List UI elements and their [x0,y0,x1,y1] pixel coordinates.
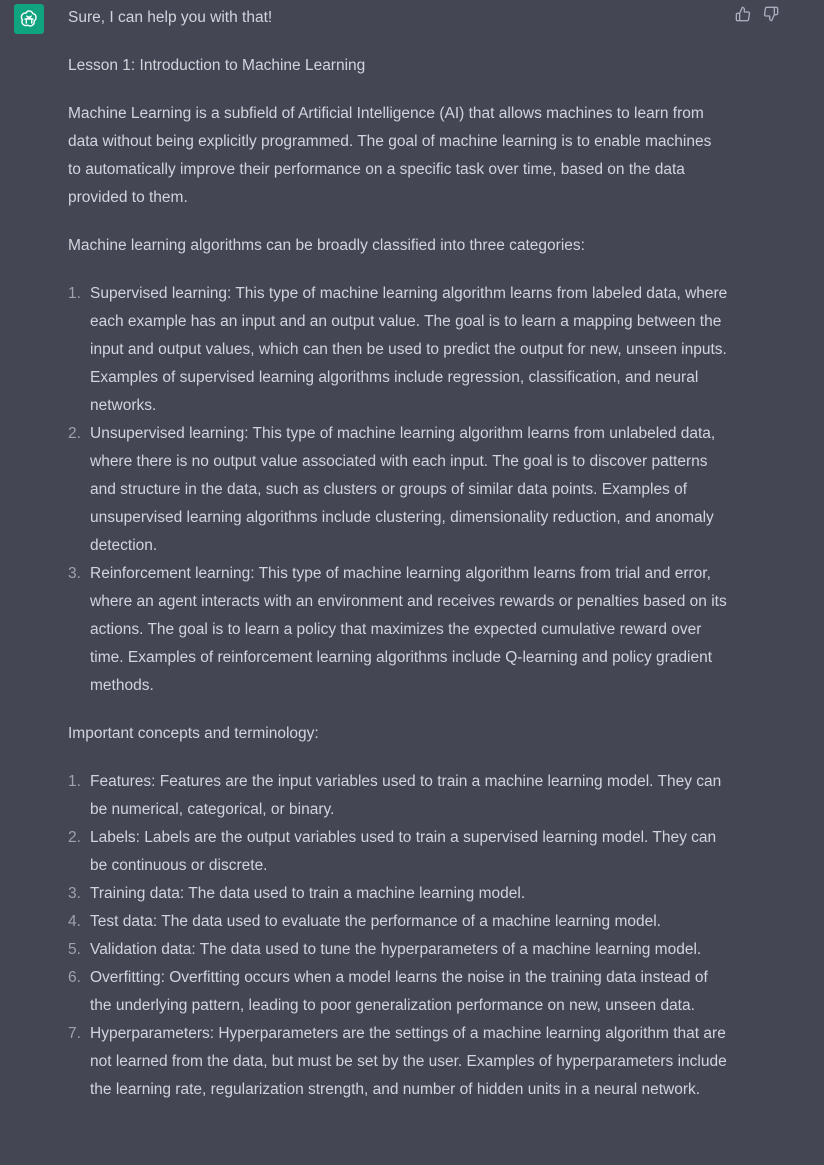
list-item: 2. Labels: Labels are the output variables used to train a supervised learning model. They can be continuous or discrete. [68,829,717,874]
list-item: 1. Supervised learning: This type of machine learning algorithm learns from labeled data, where each example has an input and an output value. The goal is to learn a mapping between the input and output values, which can then be used to predict the output for new, unseen inputs. Examples of supervised learning algorithms include regression, classification, and neural networks. [68,285,728,414]
openai-logo-icon [18,8,40,30]
thumbs-up-icon[interactable] [734,5,752,23]
paragraph-definition: Machine Learning is a subfield of Artificial Intelligence (AI) that allows machines to learn from data without being explicitly programmed. The goal of machine learning is to enable machines to automatically improve their performance on a specific task over time, based on the data provided to them. [68,105,712,206]
assistant-message [68,4,728,1124]
categories-list [68,280,728,700]
intro-text: Sure, I can help you with that! [68,9,273,26]
lesson-title: Lesson 1: Introduction to Machine Learning [68,57,366,74]
list-item: 7. Hyperparameters: Hyperparameters are the settings of a machine learning algorithm that are not learned from the data, but must be set by the user. Examples of hyperparameters include the learning rate, regularization strength, and number of hidden units in a neural network. [68,1025,727,1098]
assistant-avatar [14,4,44,34]
list-item: 2. Unsupervised learning: This type of machine learning algorithm learns from unlabeled data, where there is no output value associated with each input. The goal is to discover patterns and structure in the data, such as clusters or groups of similar data points. Examples of unsupervised learning algorithms include clustering, dimensionality reduction, and anomaly detection. [68,425,716,554]
paragraph-categories-intro: Machine learning algorithms can be broadly classified into three categories: [68,237,585,254]
thumbs-down-icon[interactable] [762,5,780,23]
feedback-buttons [734,5,780,23]
list-item: 3. Training data: The data used to train a machine learning model. [68,885,526,902]
concepts-list [68,768,728,1104]
paragraph-concepts-intro: Important concepts and terminology: [68,725,319,742]
list-item: 1. Features: Features are the input variables used to train a machine learning model. They can be numerical, categorical, or binary. [68,773,722,818]
list-item: 5. Validation data: The data used to tune the hyperparameters of a machine learning model. [68,941,702,958]
list-item: 6. Overfitting: Overfitting occurs when a model learns the noise in the training data instead of the underlying pattern, leading to poor generalization performance on new, unseen data. [68,969,708,1014]
list-item: 4. Test data: The data used to evaluate the performance of a machine learning model. [68,913,661,930]
list-item: 3. Reinforcement learning: This type of machine learning algorithm learns from trial and error, where an agent interacts with an environment and receives rewards or penalties based on its actions. The goal is to learn a policy that maximizes the expected cumulative reward over time. Examples of reinforcement learning algorithms include Q-learning and policy gradient methods. [68,565,727,694]
